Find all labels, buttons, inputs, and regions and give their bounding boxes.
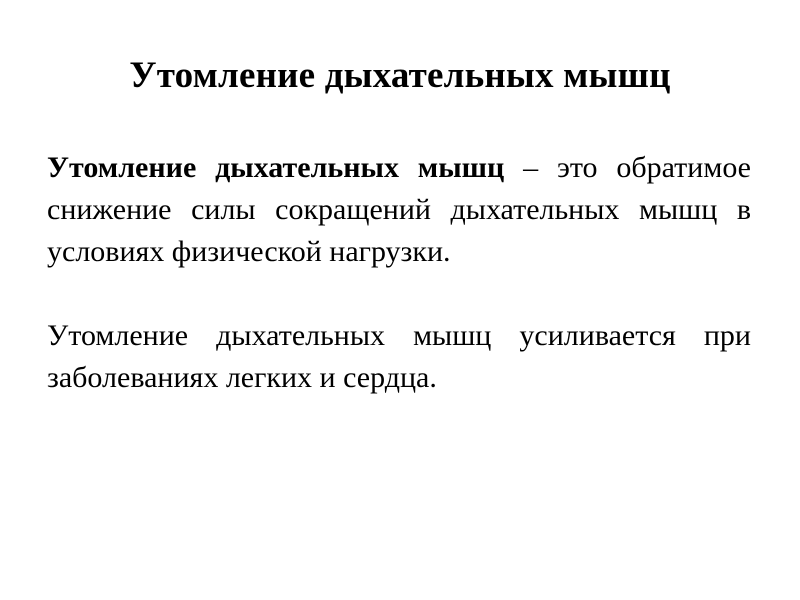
definition-paragraph bbox=[47, 147, 751, 273]
slide-body bbox=[47, 147, 751, 399]
definition-text: – это обратимое снижение силы сокращений дыхательных мышц в условиях физической нагрузки. bbox=[47, 151, 751, 268]
note-text: Утомление дыхательных мышц усиливается при заболеваниях легких и сердца. bbox=[47, 319, 751, 394]
slide-title: Утомление дыхательных мышц bbox=[129, 55, 671, 96]
definition-term: Утомление дыхательных мышц bbox=[47, 151, 505, 184]
note-paragraph bbox=[47, 315, 751, 399]
